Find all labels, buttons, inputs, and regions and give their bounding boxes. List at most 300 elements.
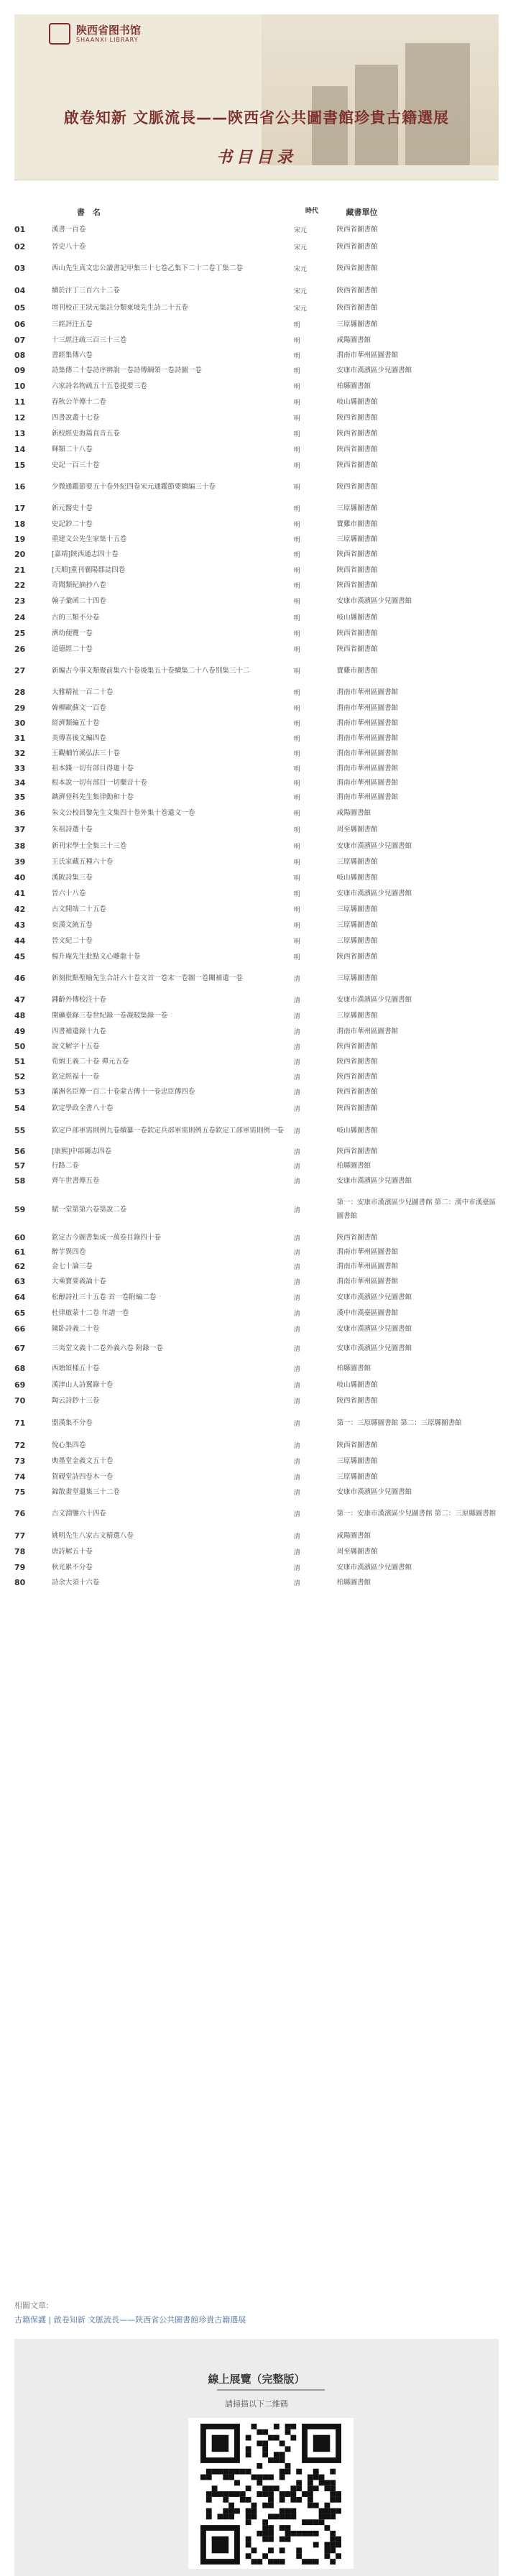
library-logo-text: 陕西省图书馆 (76, 24, 142, 37)
library-logo-icon (49, 23, 70, 45)
holding-library: 渭南市華州區圖書館 (336, 719, 399, 727)
row-number: 25 (14, 628, 26, 638)
row-number: 60 (14, 1232, 26, 1242)
book-title: 十三經注疏三百三十三卷 (51, 336, 127, 344)
book-title: 賦一堂第第六卷第說二卷 (51, 1205, 127, 1214)
row-number: 64 (14, 1292, 26, 1302)
book-title: 三經評注五卷 (51, 320, 93, 328)
book-title: 晉史八十卷 (51, 242, 86, 251)
book-era: 清 (293, 1579, 300, 1587)
row-number: 49 (14, 1026, 26, 1036)
book-title: 鐫濟登科先生集律動和十卷 (51, 793, 134, 801)
book-era: 明 (293, 890, 300, 898)
row-number: 02 (14, 241, 26, 251)
book-era: 明 (293, 859, 300, 867)
book-era: 明 (293, 705, 300, 713)
row-number: 14 (14, 444, 26, 454)
library-logo-subtext: SHAANXI LIBRARY (76, 36, 139, 43)
table-row (13, 1099, 500, 1117)
row-number: 46 (14, 973, 26, 983)
holding-library: 柏縣圖書館 (336, 1161, 371, 1170)
table-row (13, 457, 500, 473)
book-era: 明 (293, 614, 300, 622)
book-era: 清 (293, 1564, 300, 1572)
related-link-ancient-books[interactable]: 古籍保護 (14, 2315, 46, 2325)
row-number: 28 (14, 687, 26, 697)
table-row (13, 562, 500, 578)
book-era: 明 (293, 383, 300, 391)
table-row (13, 917, 500, 933)
book-title: 松醇詩社三十五卷 首一卷附編二卷 (51, 1293, 157, 1301)
book-era: 明 (293, 321, 300, 329)
table-row (13, 1273, 500, 1289)
row-number: 70 (14, 1395, 26, 1405)
row-number: 50 (14, 1041, 26, 1051)
table-row (13, 1117, 500, 1144)
holding-library: 渭南市華州區圖書館 (336, 793, 399, 801)
book-title: 晉文紀二十卷 (51, 936, 93, 945)
book-title: 悅心集四卷 (51, 1441, 86, 1449)
row-number: 29 (14, 703, 26, 713)
row-number: 17 (14, 503, 26, 513)
table-row (13, 394, 500, 410)
holding-library: 陝西省圖書館 (336, 482, 378, 491)
row-number: 63 (14, 1276, 26, 1286)
row-number: 27 (14, 665, 26, 675)
row-number: 56 (14, 1146, 26, 1156)
book-title: 王氏家藏五種六十卷 (51, 857, 114, 866)
table-row (13, 1069, 500, 1084)
book-era: 明 (293, 750, 300, 758)
book-era: 明 (293, 462, 300, 470)
table-row (13, 789, 500, 805)
holding-library: 陝西省圖書館 (336, 461, 378, 469)
holding-library: 咸陽圖書館 (336, 1531, 371, 1540)
book-era: 明 (293, 938, 300, 946)
book-title: 醉芋異四卷 (51, 1247, 86, 1256)
table-row (13, 254, 500, 282)
table-row (13, 378, 500, 394)
book-title: 姚明先生八家古文精選八卷 (51, 1531, 134, 1540)
holding-library: 渭南市華州區圖書館 (336, 351, 399, 359)
table-row (13, 516, 500, 532)
table-row (13, 1039, 500, 1053)
table-row (13, 220, 500, 239)
holding-library: 安康市漢濱區少兒圖書館 (336, 995, 412, 1004)
book-era: 宋元 (293, 244, 307, 251)
table-row (13, 760, 500, 776)
book-era: 清 (293, 1326, 300, 1334)
book-era: 清 (293, 1420, 300, 1428)
page-title: 啟卷知新 文脈流長——陝西省公共圖書館珍貴古籍選展 (63, 109, 450, 126)
row-number: 73 (14, 1456, 26, 1466)
book-title: 翰子彙函二十四卷 (51, 596, 106, 605)
table-row (13, 362, 500, 378)
book-title: 韓柳歐蘇文一百卷 (51, 703, 106, 712)
row-number: 33 (14, 763, 26, 773)
book-era: 明 (293, 810, 300, 818)
book-era: 清 (293, 1548, 300, 1556)
book-era: 清 (293, 1489, 300, 1497)
row-number: 58 (14, 1176, 26, 1186)
holding-library: 三原縣圖書館 (336, 857, 378, 866)
book-era: 清 (293, 1382, 300, 1390)
holding-library: 渭南市華州區圖書館 (336, 749, 399, 757)
table-row (13, 500, 500, 516)
holding-library: 三原縣圖書館 (336, 504, 378, 512)
holding-library: 陝西省圖書館 (336, 242, 378, 251)
book-title: 濟幼便覽一卷 (51, 629, 93, 637)
book-title: 史記一百三十卷 (51, 461, 100, 469)
table-row (13, 992, 500, 1007)
holding-library: 柏縣圖書館 (336, 1578, 371, 1587)
holding-library: 柏縣圖書館 (336, 382, 371, 390)
book-title: 行路二卷 (51, 1161, 79, 1170)
table-row (13, 746, 500, 760)
table-row (13, 1559, 500, 1575)
book-era: 明 (293, 668, 300, 675)
table-row (13, 901, 500, 917)
holding-library: 陝西省圖書館 (336, 445, 378, 453)
book-title: 增刊校正王狀元集註分類東坡先生詩二十五卷 (51, 303, 188, 312)
holding-library: 渭南市華州區圖書館 (336, 734, 399, 742)
row-number: 06 (14, 319, 26, 329)
book-era: 明 (293, 430, 300, 438)
table-row (13, 348, 500, 362)
book-era: 明 (293, 399, 300, 407)
related-link-exhibition[interactable]: 啟卷知新 文脈流長——陝西省公共圖書館珍貴古籍選展 (53, 2315, 246, 2325)
table-row (13, 1543, 500, 1559)
book-era: 清 (293, 1127, 300, 1135)
book-era: 清 (293, 975, 300, 983)
table-row (13, 1359, 500, 1377)
holding-library: 安康市漢濱區少兒圖書館 (336, 596, 412, 605)
book-era: 明 (293, 922, 300, 930)
table-row (13, 1289, 500, 1305)
holding-library: 陝西省圖書館 (336, 1087, 378, 1096)
related-label: 相關文章: (14, 2301, 49, 2310)
holding-library: 三原縣圖書館 (336, 1456, 378, 1465)
holding-library: 周至縣圖書館 (336, 825, 378, 834)
online-exhibition-heading: 線上展覽（完整版） (208, 2373, 305, 2386)
book-title: 奇聞類紀摘抄八卷 (51, 581, 106, 589)
table-row (13, 1485, 500, 1499)
holding-library: 三原縣圖書館 (336, 905, 378, 913)
library-logo (49, 23, 141, 45)
row-number: 36 (14, 808, 26, 818)
book-era: 明 (293, 906, 300, 914)
row-number: 22 (14, 580, 26, 590)
row-number: 24 (14, 612, 26, 622)
table-row (13, 1499, 500, 1528)
book-title: 漢津山人詩翼錄十卷 (51, 1380, 114, 1389)
book-era: 清 (293, 1148, 300, 1156)
book-title: 開礦臺錄三卷世紀錄一卷凝駁集錄一卷 (51, 1011, 168, 1020)
table-row (13, 869, 500, 885)
holding-library: 渭南市華州區圖書館 (336, 1277, 399, 1285)
row-number: 53 (14, 1086, 26, 1097)
row-number: 12 (14, 412, 26, 423)
book-era: 明 (293, 954, 300, 961)
table-row (13, 410, 500, 425)
table-row (13, 964, 500, 992)
book-era: 明 (293, 794, 300, 802)
book-era: 清 (293, 1278, 300, 1286)
table-row (13, 1337, 500, 1359)
book-title: 楊升庵先生批點文心雕龍十卷 (51, 952, 141, 961)
row-number: 34 (14, 777, 26, 788)
book-title: 重建文公先生家集十五卷 (51, 535, 127, 543)
book-title: 欽定古今圖書集成一萬卷目錄四十卷 (51, 1233, 161, 1242)
row-number: 26 (14, 644, 26, 654)
holding-library: 三原縣圖書館 (336, 974, 378, 982)
book-title: 說文解字十五卷 (51, 1042, 100, 1051)
row-number: 54 (14, 1103, 26, 1113)
qr-code-icon[interactable] (200, 2424, 341, 2565)
holding-library: 咸陽圖書館 (336, 808, 371, 817)
row-number: 52 (14, 1071, 26, 1081)
book-title: 陳卧詩義二十卷 (51, 1324, 100, 1333)
book-title: 唐詩解五十卷 (51, 1547, 93, 1556)
book-era: 清 (293, 1074, 300, 1081)
table-row (13, 1023, 500, 1039)
book-era: 明 (293, 630, 300, 638)
row-number: 37 (14, 824, 26, 834)
book-title: 續於汴丁三百六十二卷 (51, 286, 120, 295)
book-title: 秋光累不分卷 (51, 1563, 93, 1571)
book-title: 古文開端二十五卷 (51, 905, 106, 913)
table-row (13, 933, 500, 948)
row-number: 01 (14, 224, 26, 234)
book-era: 宋元 (293, 305, 307, 313)
book-era: 明 (293, 505, 300, 513)
page-subtitle: 书目目录 (216, 148, 297, 167)
exhibition-banner (14, 14, 499, 180)
holding-library: 岐山縣圖書館 (336, 397, 378, 406)
row-number: 32 (14, 748, 26, 758)
book-era: 清 (293, 997, 300, 1005)
holding-library: 陝西省圖書館 (336, 303, 378, 312)
holding-library: 三原縣圖書館 (336, 936, 378, 945)
book-era: 明 (293, 415, 300, 423)
book-era: 宋元 (293, 226, 307, 234)
table-row (13, 239, 500, 254)
table-row (13, 1007, 500, 1023)
row-number: 38 (14, 841, 26, 851)
book-title: 古的三類不分卷 (51, 613, 100, 622)
qr-code-card (188, 2418, 353, 2569)
book-era: 清 (293, 1310, 300, 1318)
book-era: 明 (293, 780, 300, 788)
book-era: 明 (293, 720, 300, 728)
related-articles (14, 2299, 499, 2325)
table-row (13, 948, 500, 964)
table-row (13, 1188, 500, 1230)
book-title: 詩余大須十六卷 (51, 1578, 100, 1587)
row-number: 42 (14, 904, 26, 914)
row-number: 43 (14, 920, 26, 930)
table-row (13, 1230, 500, 1245)
book-title: 王觀輔竹溪弘法三十卷 (51, 749, 120, 757)
holding-library: 三原縣圖書館 (336, 535, 378, 543)
table-row (13, 546, 500, 562)
holding-library: 安康市漢濱區少兒圖書館 (336, 889, 412, 897)
book-title: 新校經史海篇直音五卷 (51, 429, 120, 438)
book-era: 明 (293, 582, 300, 590)
holding-library: 安康市漢濱區少兒圖書館 (336, 1324, 412, 1333)
book-era: 清 (293, 1043, 300, 1051)
holding-library: 第一：安康市漢濱區少兒圖書館 第二：漢中市漢臺區圖書館 (336, 1199, 496, 1220)
book-era: 明 (293, 646, 300, 654)
book-title: 錦散畫堂遺集三十二卷 (51, 1487, 120, 1496)
row-number: 30 (14, 718, 26, 728)
holding-library: 陝西省圖書館 (336, 550, 378, 558)
row-number: 65 (14, 1308, 26, 1318)
book-title: 春秋公羊傳十二卷 (51, 397, 106, 406)
online-exhibition-section (14, 2339, 499, 2576)
holding-library: 周至縣圖書館 (336, 1547, 378, 1556)
row-number: 44 (14, 936, 26, 946)
book-era: 清 (293, 1206, 300, 1214)
table-row (13, 592, 500, 609)
holding-library: 陝西省圖書館 (336, 413, 378, 422)
row-number: 75 (14, 1487, 26, 1497)
row-number: 19 (14, 534, 26, 544)
book-title: 西塘頌樣五十卷 (51, 1364, 100, 1372)
holding-library: 咸陽圖書館 (336, 336, 371, 344)
table-row (13, 684, 500, 700)
table-body (13, 220, 500, 1589)
table-row (13, 441, 500, 457)
book-title: 大乘寶要義論十卷 (51, 1277, 106, 1285)
row-number: 09 (14, 365, 26, 375)
book-era: 明 (293, 843, 300, 851)
row-number: 45 (14, 951, 26, 961)
table-row (13, 316, 500, 332)
book-era: 清 (293, 1263, 300, 1271)
related-separator: | (46, 2315, 54, 2325)
book-era: 清 (293, 1458, 300, 1466)
row-number: 62 (14, 1261, 26, 1271)
book-title: 欽定學政全書八十卷 (51, 1104, 114, 1112)
row-number: 77 (14, 1531, 26, 1541)
book-era: 清 (293, 1398, 300, 1405)
holding-library: 第一：三原縣圖書館 第二：三原縣圖書館 (336, 1418, 462, 1427)
holding-library: 陝西省圖書館 (336, 1104, 378, 1112)
table-row (13, 1393, 500, 1408)
table-row (13, 1528, 500, 1543)
book-era: 宋元 (293, 265, 307, 273)
row-number: 16 (14, 481, 26, 491)
holding-library: 陝西省圖書館 (336, 581, 378, 589)
book-era: 清 (293, 1058, 300, 1066)
book-title: 根本說一切有部目一切藥音十卷 (51, 778, 147, 787)
holding-library: 陝西省圖書館 (336, 645, 378, 653)
row-number: 79 (14, 1562, 26, 1572)
book-era: 清 (293, 1163, 300, 1171)
book-title: [嘉靖]陝西通志四十卷 (51, 550, 119, 558)
book-title: 欽定經福十一卷 (51, 1072, 100, 1081)
table-row (13, 1437, 500, 1453)
book-era: 明 (293, 446, 300, 454)
table-row (13, 776, 500, 789)
book-era: 清 (293, 1474, 300, 1482)
book-title: 新元醫史十卷 (51, 504, 93, 512)
holding-library: 安康市漢濱區少兒圖書館 (336, 1487, 412, 1496)
book-era: 明 (293, 765, 300, 773)
holding-library: 陝西省圖書館 (336, 225, 378, 234)
row-number: 10 (14, 381, 26, 391)
row-number: 57 (14, 1160, 26, 1171)
holding-library: 渭南市華州區圖書館 (336, 688, 399, 696)
book-title: 道德經二十卷 (51, 645, 93, 653)
table-row (13, 1453, 500, 1469)
holding-library: 寶雞市圖書館 (336, 666, 378, 675)
book-era: 明 (293, 521, 300, 529)
book-era: 明 (293, 536, 300, 544)
book-title: 詩集傳二十卷詩序辨說一卷詩傳綱領一卷詩圖一卷 (51, 366, 202, 374)
book-era: 清 (293, 1510, 300, 1518)
book-era: 清 (293, 1345, 300, 1353)
holding-library: 岐山縣圖書館 (336, 1126, 378, 1135)
book-era: 明 (293, 598, 300, 606)
row-number: 72 (14, 1440, 26, 1450)
holding-library: 渭南市華州區圖書館 (336, 703, 399, 712)
header-library: 藏書單位 (346, 208, 378, 217)
book-era: 清 (293, 1234, 300, 1242)
row-number: 61 (14, 1247, 26, 1257)
holding-library: 岐山縣圖書館 (336, 1380, 378, 1389)
book-title: [康熙]中部縣志四卷 (51, 1147, 112, 1155)
table-row (13, 1469, 500, 1485)
holding-library: 渭南市華州區圖書館 (336, 778, 399, 787)
holding-library: 陝西省圖書館 (336, 565, 378, 574)
book-title: 新編古今事文類聚前集六十卷後集五十卷續集二十八卷別集三十二 (51, 666, 250, 675)
holding-library: 陝西省圖書館 (336, 1396, 378, 1405)
table-row (13, 1259, 500, 1273)
table-row (13, 1053, 500, 1069)
book-title: 經濟類編五十卷 (51, 719, 100, 727)
holding-library: 陝西省圖書館 (336, 1233, 378, 1242)
holding-library: 寶雞市圖書館 (336, 520, 378, 528)
table-row (13, 473, 500, 500)
book-title: 六家詩名物疏五十五卷提要三卷 (51, 382, 147, 390)
row-number: 69 (14, 1380, 26, 1390)
book-title: 古文淵鑒六十四卷 (51, 1509, 106, 1518)
table-row (13, 1245, 500, 1259)
holding-library: 安康市漢濱區少兒圖書館 (336, 1176, 412, 1185)
book-era: 清 (293, 1105, 300, 1113)
book-era: 清 (293, 1533, 300, 1541)
holding-library: 陝西省圖書館 (336, 264, 378, 272)
holding-library: 陝西省圖書館 (336, 1147, 378, 1155)
row-number: 39 (14, 857, 26, 867)
row-number: 55 (14, 1125, 26, 1135)
holding-library: 渭南市華州區圖書館 (336, 1247, 399, 1256)
holding-library: 安康市漢濱區少兒圖書館 (336, 1293, 412, 1301)
book-title: 漢書一百卷 (51, 225, 86, 234)
book-era: 清 (293, 1365, 300, 1373)
table-row (13, 641, 500, 657)
table-row (13, 854, 500, 869)
holding-library: 安康市漢濱區少兒圖書館 (336, 841, 412, 850)
table-row (13, 1575, 500, 1589)
row-number: 08 (14, 350, 26, 360)
table-row (13, 821, 500, 838)
book-title: 盟漢集不分卷 (51, 1418, 93, 1427)
book-title: [天順]重刊襄陽郡誌四卷 (51, 565, 126, 574)
row-number: 21 (14, 565, 26, 575)
